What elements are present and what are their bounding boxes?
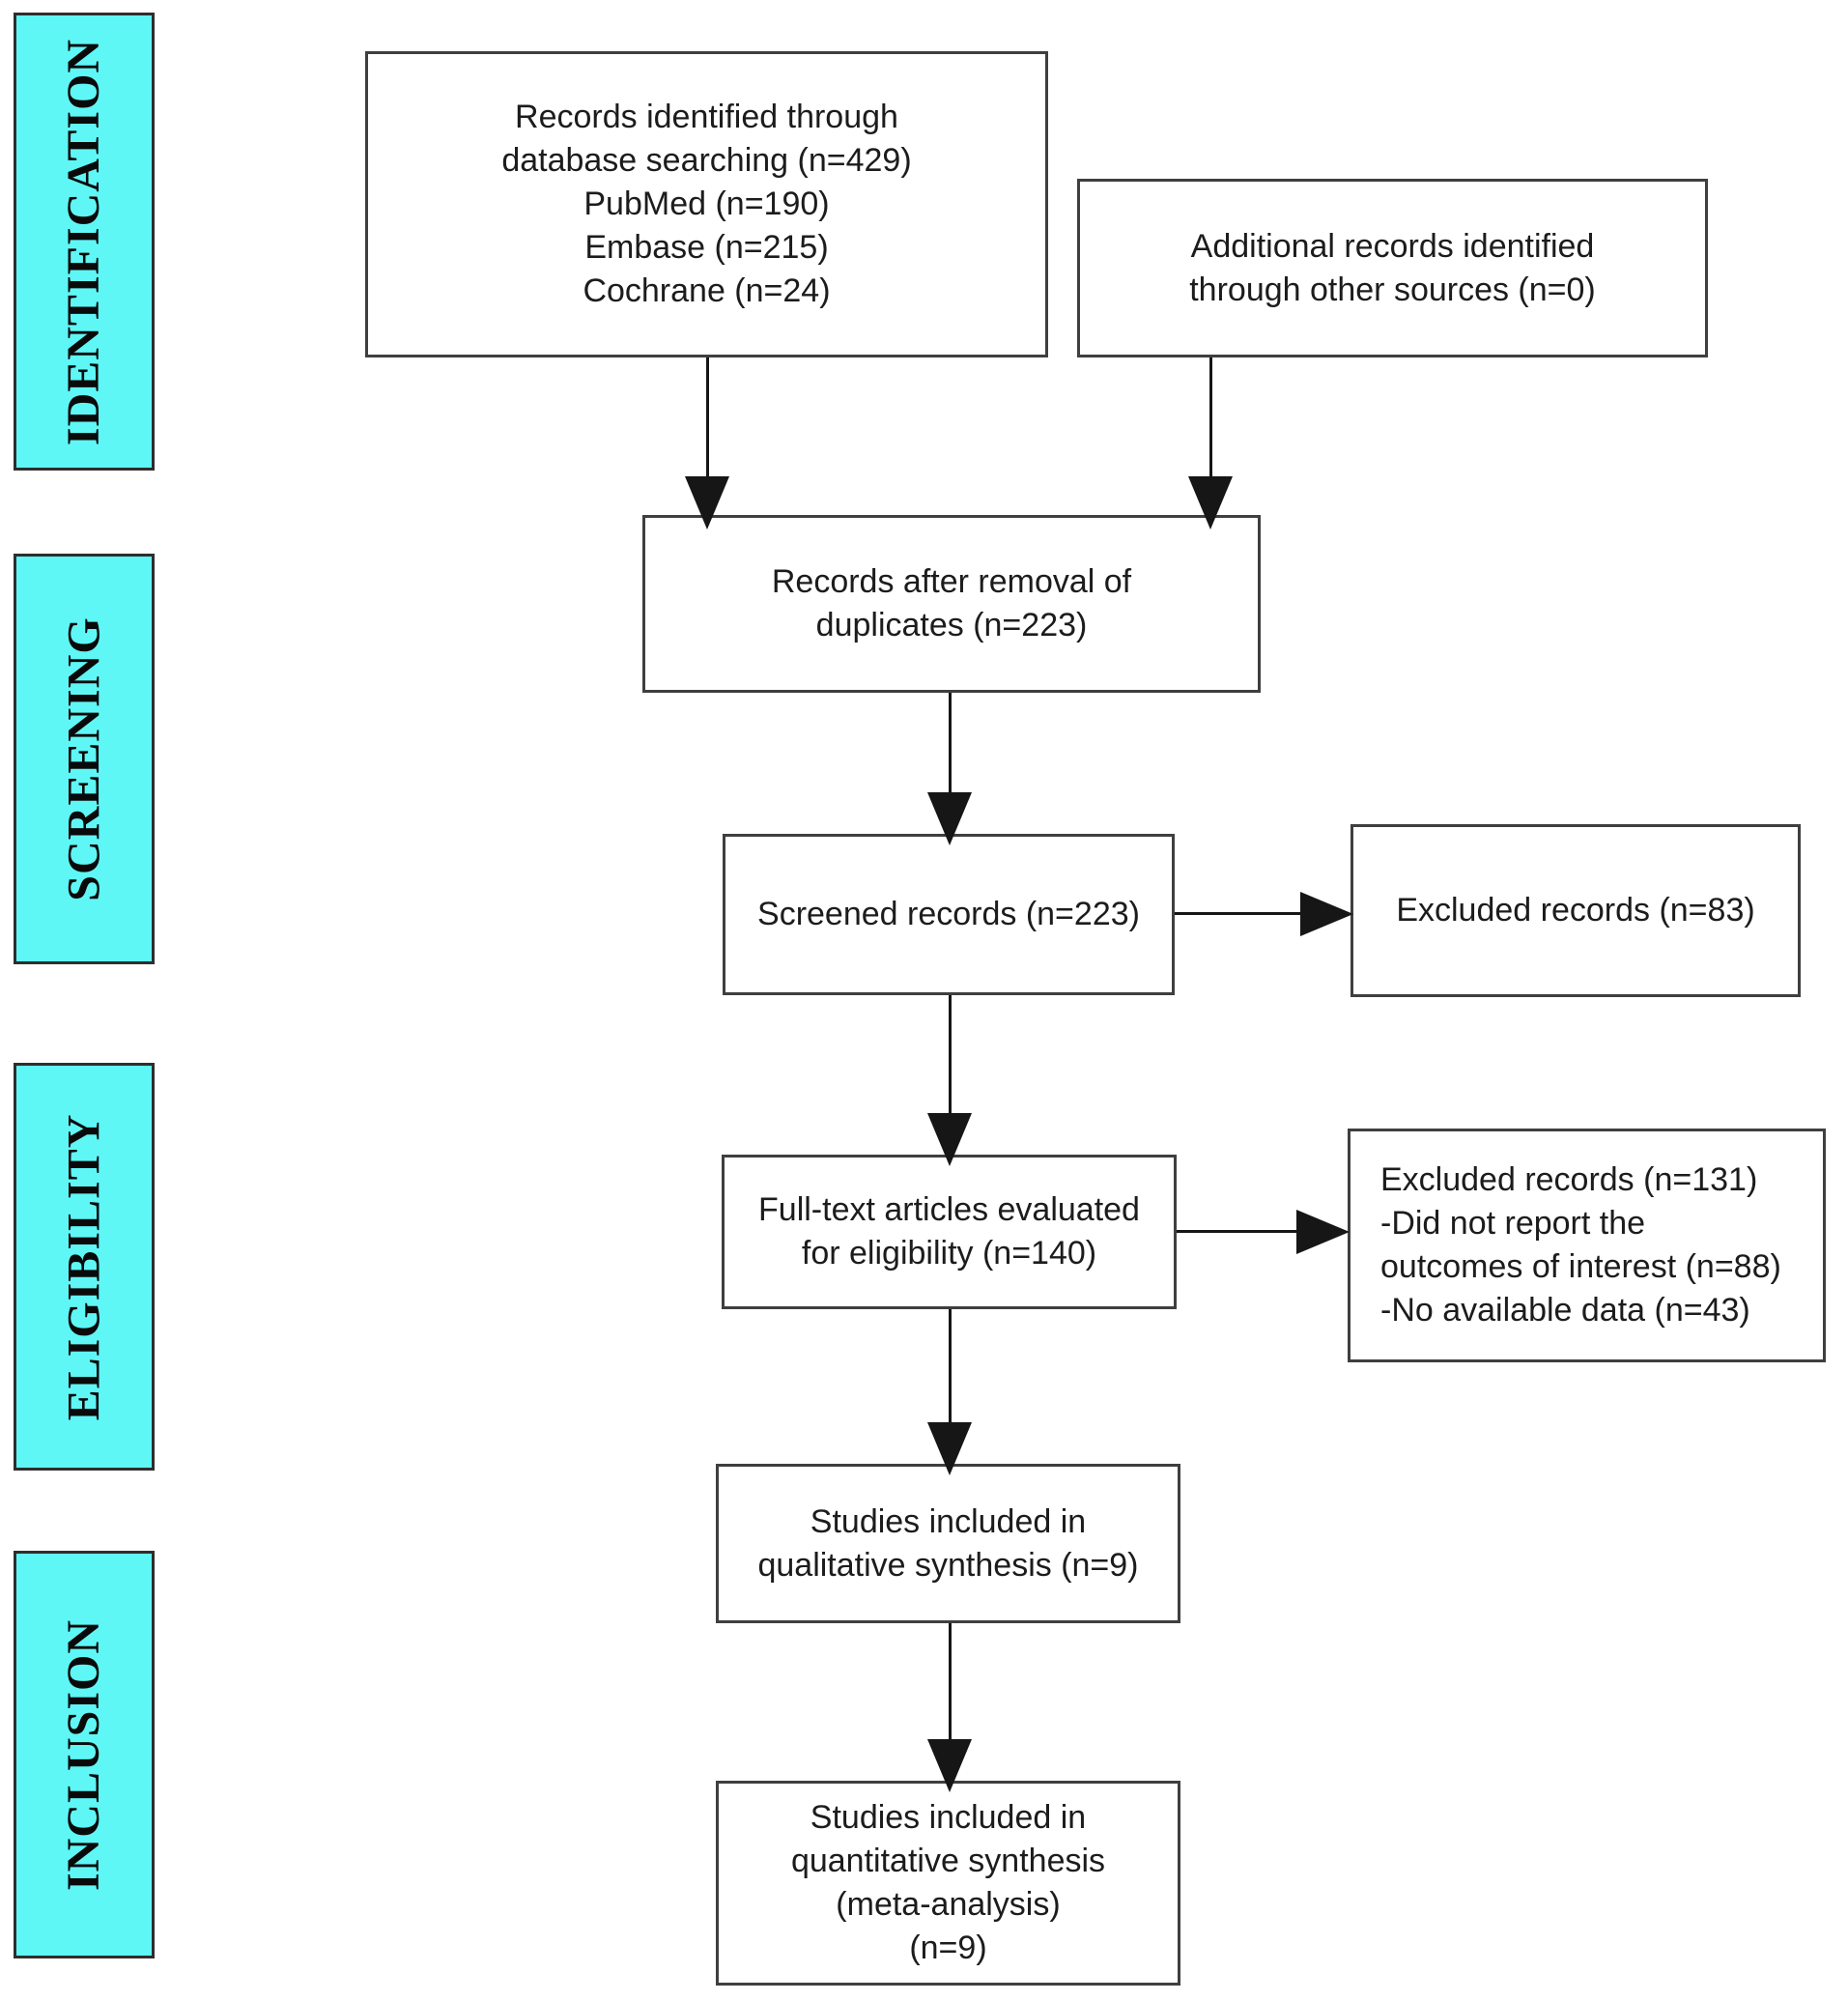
arrow-down-icon [927, 1113, 972, 1166]
connector-additional-to-deduplicated [1209, 357, 1212, 478]
arrow-right-icon [1296, 1210, 1350, 1254]
box-additional-records-line: Additional records identified [1190, 227, 1595, 265]
box-records-identified-line: database searching (n=429) [501, 142, 912, 179]
box-excluded-eligibility-line: outcomes of interest (n=88) [1380, 1248, 1781, 1285]
box-records-identified [365, 51, 1048, 357]
arrow-down-icon [927, 792, 972, 845]
arrow-down-icon [1188, 476, 1233, 529]
box-quantitative-synthesis-line: (meta-analysis) [836, 1886, 1061, 1923]
box-quantitative-synthesis-line: (n=9) [909, 1930, 987, 1966]
arrow-down-icon [685, 476, 729, 529]
connector-qualitative-to-quantitative [949, 1623, 952, 1742]
box-after-duplicates [642, 515, 1261, 693]
connector-screened-to-excluded [1175, 912, 1302, 915]
box-qualitative-synthesis-line: Studies included in [810, 1502, 1087, 1540]
stage-label-eligibility-text: ELIGIBILITY [58, 1113, 110, 1420]
box-qualitative-synthesis [716, 1464, 1180, 1623]
stage-label-eligibility [14, 1063, 155, 1471]
connector-deduplicated-to-screened [949, 693, 952, 794]
arrow-right-icon [1300, 892, 1353, 936]
box-screened-records [723, 834, 1175, 995]
box-screened-records-line: Screened records (n=223) [757, 896, 1140, 932]
stage-label-screening-text: SCREENING [58, 616, 110, 901]
box-qualitative-synthesis-line: qualitative synthesis (n=9) [757, 1546, 1139, 1584]
box-quantitative-synthesis-line: quantitative synthesis [790, 1843, 1106, 1879]
connector-screened-to-fulltext [949, 995, 952, 1116]
stage-label-identification-text: IDENTIFICATION [58, 38, 110, 445]
box-excluded-eligibility-line: -No available data (n=43) [1380, 1292, 1750, 1329]
box-excluded-eligibility-line: Excluded records (n=131) [1380, 1161, 1758, 1198]
connector-fulltext-to-excluded [1177, 1230, 1298, 1233]
box-fulltext-evaluated-line: for eligibility (n=140) [801, 1235, 1097, 1272]
arrow-down-icon [927, 1422, 972, 1475]
box-excluded-eligibility [1348, 1129, 1826, 1362]
connector-identified-to-deduplicated [706, 357, 709, 478]
box-excluded-screening [1350, 824, 1801, 997]
stage-label-inclusion-text: INCLUSION [58, 1618, 110, 1891]
box-records-identified-line: Embase (n=215) [584, 229, 829, 266]
box-excluded-eligibility-line: -Did not report the [1380, 1205, 1646, 1242]
box-additional-records [1077, 179, 1708, 357]
box-after-duplicates-line: duplicates (n=223) [815, 607, 1088, 643]
box-records-identified-line: PubMed (n=190) [583, 186, 830, 222]
box-quantitative-synthesis [716, 1781, 1180, 1986]
box-after-duplicates-line: Records after removal of [771, 563, 1132, 600]
arrow-down-icon [927, 1739, 972, 1792]
box-fulltext-evaluated-line: Full-text articles evaluated [758, 1191, 1140, 1228]
box-additional-records-line: through other sources (n=0) [1189, 271, 1596, 308]
stage-label-screening [14, 554, 155, 964]
box-quantitative-synthesis-line: Studies included in [810, 1799, 1087, 1836]
box-excluded-screening-line: Excluded records (n=83) [1396, 892, 1755, 929]
box-records-identified-line: Records identified through [515, 99, 898, 135]
box-records-identified-line: Cochrane (n=24) [583, 272, 831, 309]
connector-fulltext-to-qualitative [949, 1309, 952, 1425]
box-fulltext-evaluated [722, 1155, 1177, 1309]
stage-label-identification [14, 13, 155, 471]
stage-label-inclusion [14, 1551, 155, 1958]
